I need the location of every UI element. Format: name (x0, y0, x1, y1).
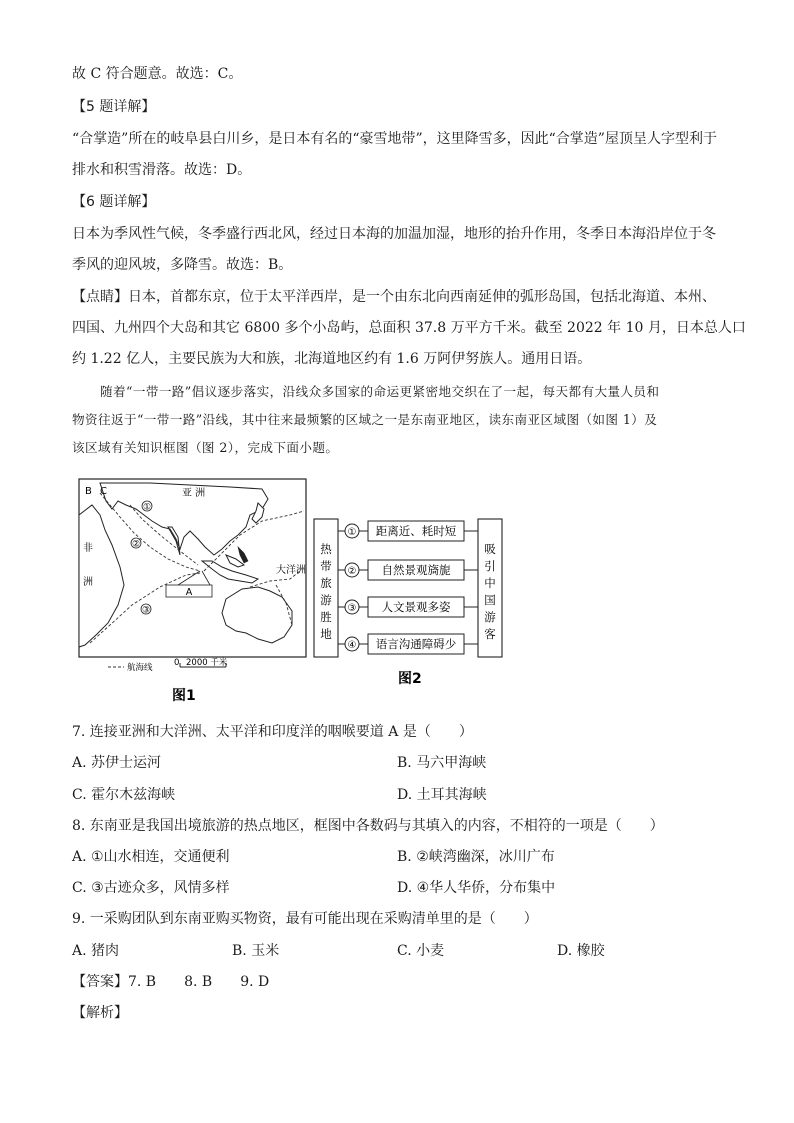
intro-line-1: 随着“一带一路”倡议逐步落实，沿线众多国家的命运更紧密地交织在了一起，每天都有大量人员和 (100, 384, 660, 399)
diagram-right-char-6: 客 (484, 627, 496, 641)
question-9-option-d: D. 橡胶 (557, 943, 605, 959)
figure1-caption: 图1 (172, 688, 196, 704)
text-line-10: 约 1.22 亿人，主要民族为大和族，北海道地区约有 1.6 万阿伊努族人。通用日语。 (72, 351, 592, 367)
diagram-right-char-4: 国 (484, 593, 496, 607)
diagram-left-char-3: 旅 (320, 576, 332, 590)
question-9-stem: 9. 一采购团队到东南亚购买物资，最有可能出现在采购清单里的是（ ） (72, 911, 538, 927)
route-label-2: ② (131, 539, 141, 550)
diagram-right-char-3: 中 (484, 576, 496, 590)
question-9-option-a: A. 猪肉 (72, 943, 120, 959)
question-7-option-a: A. 苏伊士运河 (72, 755, 162, 771)
answer-line (72, 972, 269, 992)
diagram-right-char-5: 游 (484, 610, 496, 624)
scale-zero: 0 (174, 658, 180, 668)
question-8-option-a: A. ①山水相连，交通便利 (72, 849, 230, 865)
route-label-1: ① (142, 502, 152, 513)
figures (0, 475, 794, 705)
diagram-item-3: 人文景观多姿 (381, 600, 451, 614)
diagram-item-1: 距离近、耗时短 (375, 524, 457, 538)
diagram-num-2: ② (347, 566, 357, 577)
section-heading-6: 【6 题详解】 (72, 194, 156, 210)
diagram-num-4: ④ (347, 640, 357, 651)
text-line-7: 季风的迎风坡，多降雪。故选：B。 (72, 257, 293, 273)
diagram-num-1: ① (347, 527, 357, 538)
diagram-item-4: 语言沟通障碍少 (375, 637, 457, 651)
map-label-oceania: 大洋洲 (276, 565, 306, 576)
diagram-left-char-6: 地 (320, 627, 332, 641)
knowledge-diagram (314, 519, 502, 687)
question-7-stem: 7. 连接亚洲和大洋洲、太平洋和印度洋的咽喉要道 A 是（ ） (72, 724, 473, 740)
map-label-c: C (100, 486, 107, 497)
analysis-label: 【解析】 (72, 1005, 128, 1021)
question-7-option-d: D. 土耳其海峡 (397, 787, 487, 803)
question-8-option-c: C. ③古迹众多，风情多样 (72, 880, 230, 896)
diagram-row-1 (338, 521, 478, 541)
map-label-b: B (85, 486, 92, 497)
text-line-3: “合掌造”所在的岐阜县白川乡，是日本有名的“豪雪地带”，这里降雪多，因此“合掌造”屋顶呈人字型利于 (72, 131, 717, 147)
diagram-right-char-1: 吸 (484, 542, 496, 556)
text-line-9: 四国、九州四个大岛和其它 6800 多个小岛屿，总面积 37.8 万平方千米。截至 2022 年 10 月，日本总人口 (72, 320, 746, 336)
question-8-option-b: B. ②峡湾幽深，冰川广布 (397, 849, 555, 865)
text-line-1: 故 C 符合题意。故选：C。 (72, 66, 243, 82)
intro-line-2: 物资往返于“一带一路”沿线，其中往来最频繁的区域之一是东南亚地区，读东南亚区域图（如图 1）及 (72, 412, 658, 427)
diagram-left-char-4: 游 (320, 593, 332, 607)
answer-label: 【答案】 (72, 974, 128, 990)
southeast-asia-map (79, 479, 306, 704)
scale-text: 2000 千米 (186, 658, 228, 668)
route-label-3: ③ (141, 605, 151, 616)
map-label-africa-1: 非 (83, 543, 93, 554)
text-line-8: 【点睛】日本，首都东京，位于太平洋西岸，是一个由东北向西南延伸的弧形岛国，包括北海道、本州、 (72, 289, 716, 305)
map-label-africa-2: 洲 (83, 577, 93, 588)
question-7-option-c: C. 霍尔木兹海峡 (72, 787, 176, 803)
diagram-row-3 (338, 597, 478, 617)
diagram-left-char-2: 带 (320, 559, 332, 573)
intro-line-3: 该区域有关知识框图（图 2），完成下面小题。 (72, 440, 339, 455)
question-8-option-d: D. ④华人华侨，分布集中 (397, 880, 556, 896)
question-9-option-c: C. 小麦 (397, 943, 445, 959)
text-line-4: 排水和积雪滑落。故选：D。 (72, 162, 252, 178)
map-legend-route: 航海线 (127, 663, 153, 673)
figure2-caption: 图2 (398, 671, 422, 687)
map-label-asia: 亚 洲 (182, 488, 206, 499)
diagram-item-2: 自然景观旖旎 (381, 563, 451, 577)
diagram-left-char-5: 胜 (320, 610, 332, 624)
diagram-right-char-2: 引 (484, 559, 496, 573)
map-label-a: A (185, 587, 193, 598)
question-8-stem: 8. 东南亚是我国出境旅游的热点地区，框图中各数码与其填入的内容，不相符的一项是（ ） (72, 818, 664, 834)
answer-values: 7. B 8. B 9. D (128, 974, 270, 990)
diagram-num-3: ③ (347, 603, 357, 614)
diagram-left-char-1: 热 (320, 542, 332, 556)
question-9-option-b: B. 玉米 (232, 943, 280, 959)
diagram-row-2 (338, 560, 478, 580)
question-7-option-b: B. 马六甲海峡 (397, 755, 487, 771)
diagram-row-4 (338, 634, 478, 654)
section-heading-5: 【5 题详解】 (72, 99, 156, 115)
text-line-6: 日本为季风性气候，冬季盛行西北风，经过日本海的加温加湿，地形的抬升作用，冬季日本海沿岸位于冬 (72, 226, 716, 242)
